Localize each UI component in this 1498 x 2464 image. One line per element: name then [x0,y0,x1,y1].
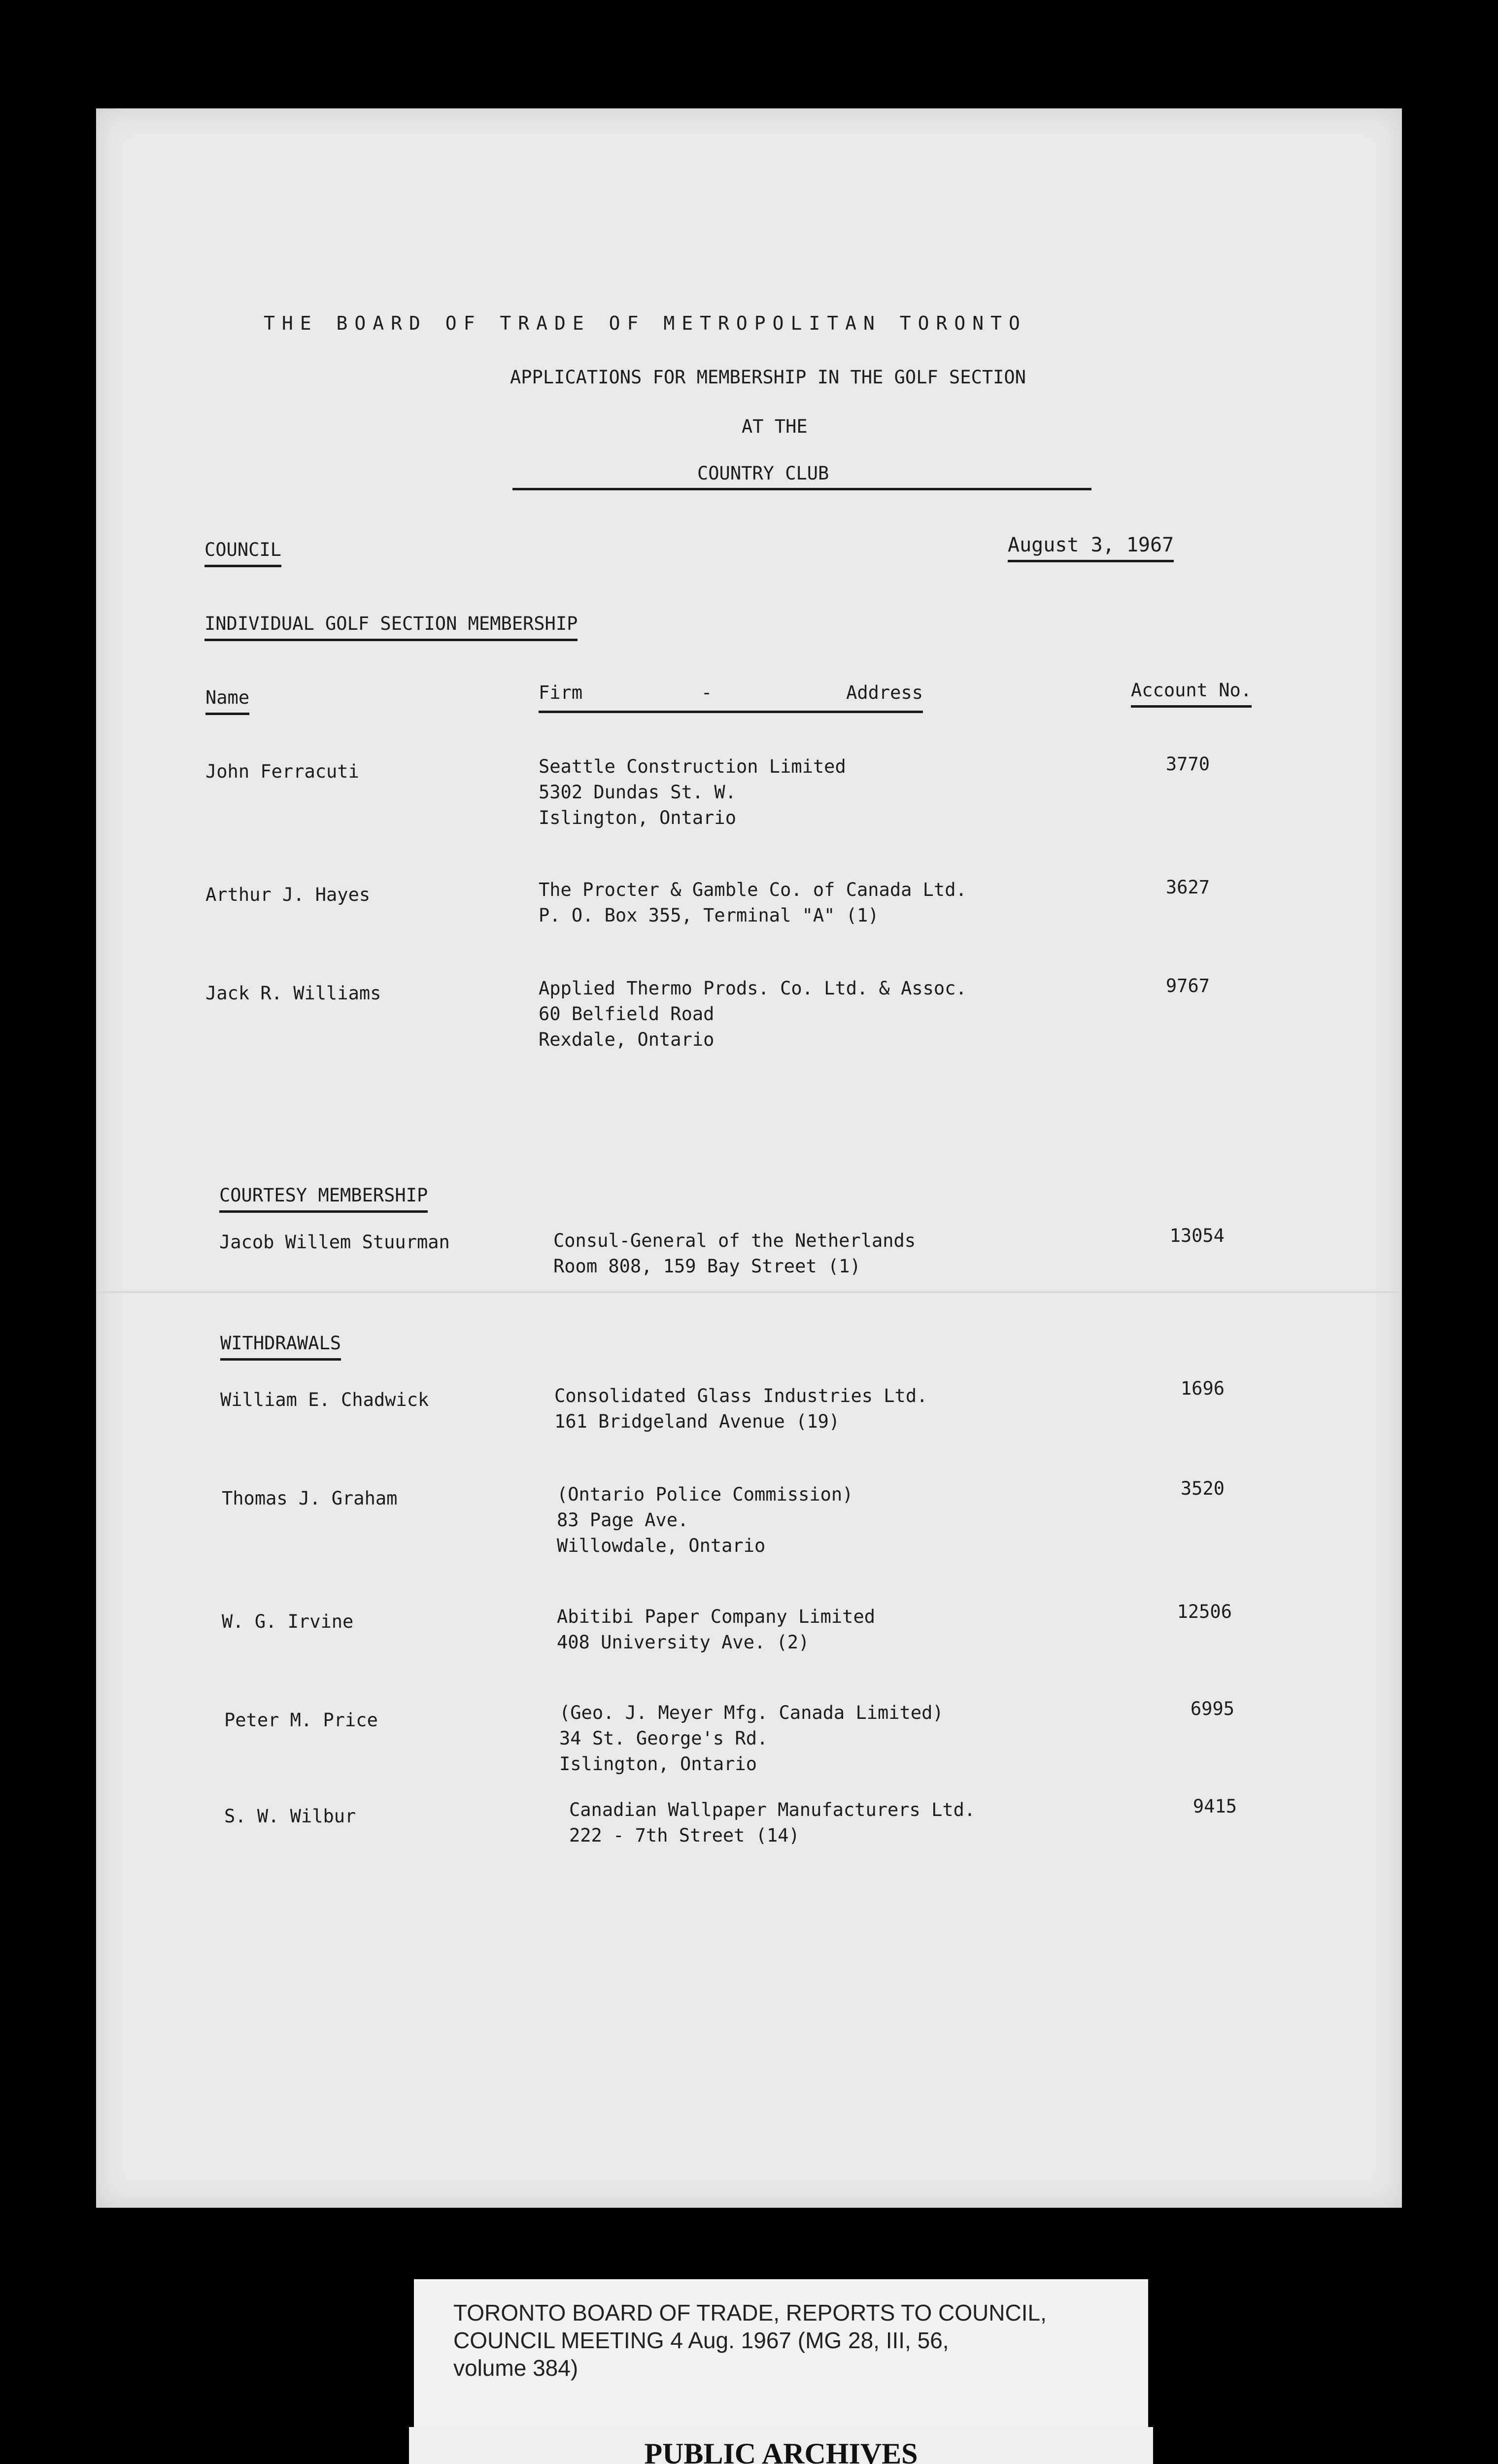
member-name: Jack R. Williams [205,983,381,1004]
at-the-line: AT THE [742,416,808,437]
member-account: 3770 [1165,753,1210,775]
member-name: S. W. Wilbur [224,1806,356,1827]
col-firm-label: Firm [539,682,583,703]
col-firm-address-header [539,680,923,713]
member-firm-address: Consolidated Glass Industries Ltd. 161 Bridgeland Avenue (19) [554,1385,928,1432]
member-firm-address: (Geo. J. Meyer Mfg. Canada Limited) 34 St. George's Rd. Islington, Ontario [559,1702,944,1775]
col-address-label: Address [846,682,923,703]
archives-stamp [409,2427,1153,2464]
council-label: COUNCIL [204,537,281,567]
member-account: 9767 [1165,975,1210,996]
member-name: William E. Chadwick [220,1389,429,1410]
member-name: John Ferracuti [205,761,359,782]
country-club-line: COUNTRY CLUB [697,463,829,484]
member-firm-address: Applied Thermo Prods. Co. Ltd. & Assoc. 60 Belfield Road Rexdale, Ontario [539,978,967,1050]
member-account: 6995 [1190,1698,1234,1719]
member-name: Arthur J. Hayes [205,884,371,905]
member-account: 9415 [1192,1796,1237,1817]
archive-reference-text: TORONTO BOARD OF TRADE, REPORTS TO COUNCIL, COUNCIL MEETING 4 Aug. 1967 (MG 28, III, 56, volume 384) [453,2300,1047,2381]
member-account: 3520 [1180,1478,1225,1499]
individual-heading: INDIVIDUAL GOLF SECTION MEMBERSHIP [204,611,578,641]
courtesy-heading: COURTESY MEMBERSHIP [219,1183,428,1213]
col-dash: - [701,682,713,703]
page-fold-line [96,1291,1402,1293]
member-firm-address: Canadian Wallpaper Manufacturers Ltd. 222 - 7th Street (14) [569,1799,976,1846]
org-title: THE BOARD OF TRADE OF METROPOLITAN TORONTO [264,312,1027,334]
header-rule [512,488,1091,490]
col-name-header: Name [205,685,249,715]
member-name: Peter M. Price [224,1710,378,1731]
member-account: 1696 [1180,1378,1225,1399]
document-page [96,108,1402,2208]
member-firm-address: Seattle Construction Limited 5302 Dundas St. W. Islington, Ontario [539,756,846,828]
member-name: Thomas J. Graham [222,1488,398,1509]
member-account: 12506 [1177,1601,1232,1622]
applications-title: APPLICATIONS FOR MEMBERSHIP IN THE GOLF SECTION [510,367,1026,388]
member-account: 13054 [1169,1225,1225,1246]
withdrawals-heading: WITHDRAWALS [220,1331,341,1361]
member-name: W. G. Irvine [222,1611,354,1632]
archive-reference-label [414,2279,1148,2427]
meeting-date: August 3, 1967 [1008,532,1174,562]
col-account-header: Account No. [1131,678,1252,708]
archives-stamp-text: PUBLIC ARCHIVES [644,2437,918,2464]
member-firm-address: The Procter & Gamble Co. of Canada Ltd. P. O. Box 355, Terminal "A" (1) [539,879,967,926]
member-firm-address: Consul-General of the Netherlands Room 808, 159 Bay Street (1) [553,1230,916,1277]
member-account: 3627 [1165,877,1210,898]
member-firm-address: (Ontario Police Commission) 83 Page Ave. Willowdale, Ontario [557,1484,853,1556]
member-firm-address: Abitibi Paper Company Limited 408 University Ave. (2) [557,1606,876,1653]
member-name: Jacob Willem Stuurman [219,1232,450,1253]
